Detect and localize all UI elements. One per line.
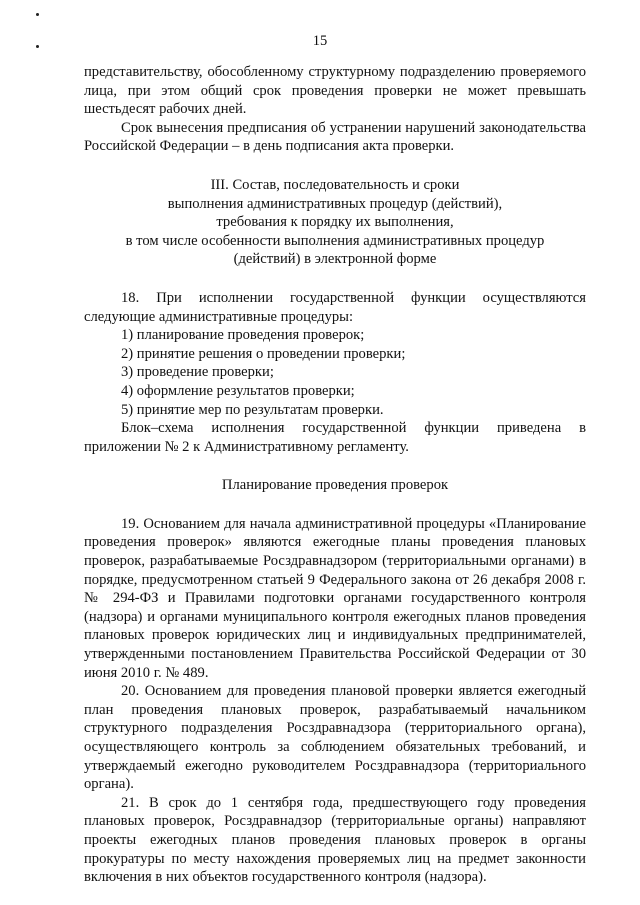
block-scheme-paragraph: Блок–схема исполнения государственной функции приведена в приложении № 2 к Административному регламенту. [84,420,586,455]
section-heading-line: (действий) в электронной форме [233,251,437,268]
section-heading [84,176,586,269]
scan-mark [36,13,39,16]
section-heading-line: требования к порядку их выполнения, [216,214,454,231]
procedure-list-item: 3) проведение проверки; [121,364,274,381]
paragraph-18: 18. При исполнении государственной функции осуществляются следующие административные процедуры: [84,289,586,325]
subheading: Планирование проведения проверок [221,477,449,494]
intro-paragraph-1: представительству, обособленному структурному подразделению проверяемого лица, при этом общий срок проведения проверки не может превышать шестьдесят рабочих дней. [84,64,586,118]
section-heading-line: в том числе особенности выполнения административных процедур [125,232,545,249]
paragraph-21: 21. В срок до 1 сентября года, предшествующего году проведения плановых проверок, Росздравнадзор (территориальные органы) направляют проекты ежегодных планов проведения плановых проверок в органы прокуратуры по месту нахождения проверяемых лиц на предмет законности включения в них объектов государственного контроля (надзора). [84,794,586,886]
procedure-list-item: 5) принятие мер по результатам проверки. [121,401,384,418]
procedure-list-item: 2) принятие решения о проведении проверки; [121,345,406,362]
section-heading-line: выполнения административных процедур (действий), [167,195,503,212]
document-body [84,63,586,887]
procedure-list-item: 1) планирование проведения проверок; [121,327,365,344]
page-number: 15 [312,33,328,49]
section-heading-line: III. Состав, последовательность и сроки [210,176,460,193]
intro-paragraph-2: Срок вынесения предписания об устранении нарушений законодательства Российской Федерации – в день подписания акта проверки. [84,119,586,155]
procedure-list-item: 4) оформление результатов проверки; [121,382,355,399]
paragraph-19: 19. Основанием для начала административной процедуры «Планирование проведения проверок» являются ежегодные планы проведения плановых проверок, разрабатываемые Росздравнадзором (территориальными органами) в порядке, предусмотренном статьей 9 Федерального закона от 26 декабря 2008 г. № 294-ФЗ и Правилами подготовки органами государственного контроля (надзора) и органами муниципального контроля ежегодных планов проведения плановых проверок юридических лиц и индивидуальных предпринимателей, утвержденными постановлением Правительства Российской Федерации от 30 июня 2010 г. № 489. [84,515,586,681]
paragraph-20: 20. Основанием для проведения плановой проверки является ежегодный план проведения плановых проверок, разрабатываемый начальником структурного подразделения Росздравнадзора (территориального органа), осуществляющего контроль за соблюдением обязательных требований, и утверждаемый ежегодно руководителем Росздравнадзора (территориального органа). [84,683,586,793]
